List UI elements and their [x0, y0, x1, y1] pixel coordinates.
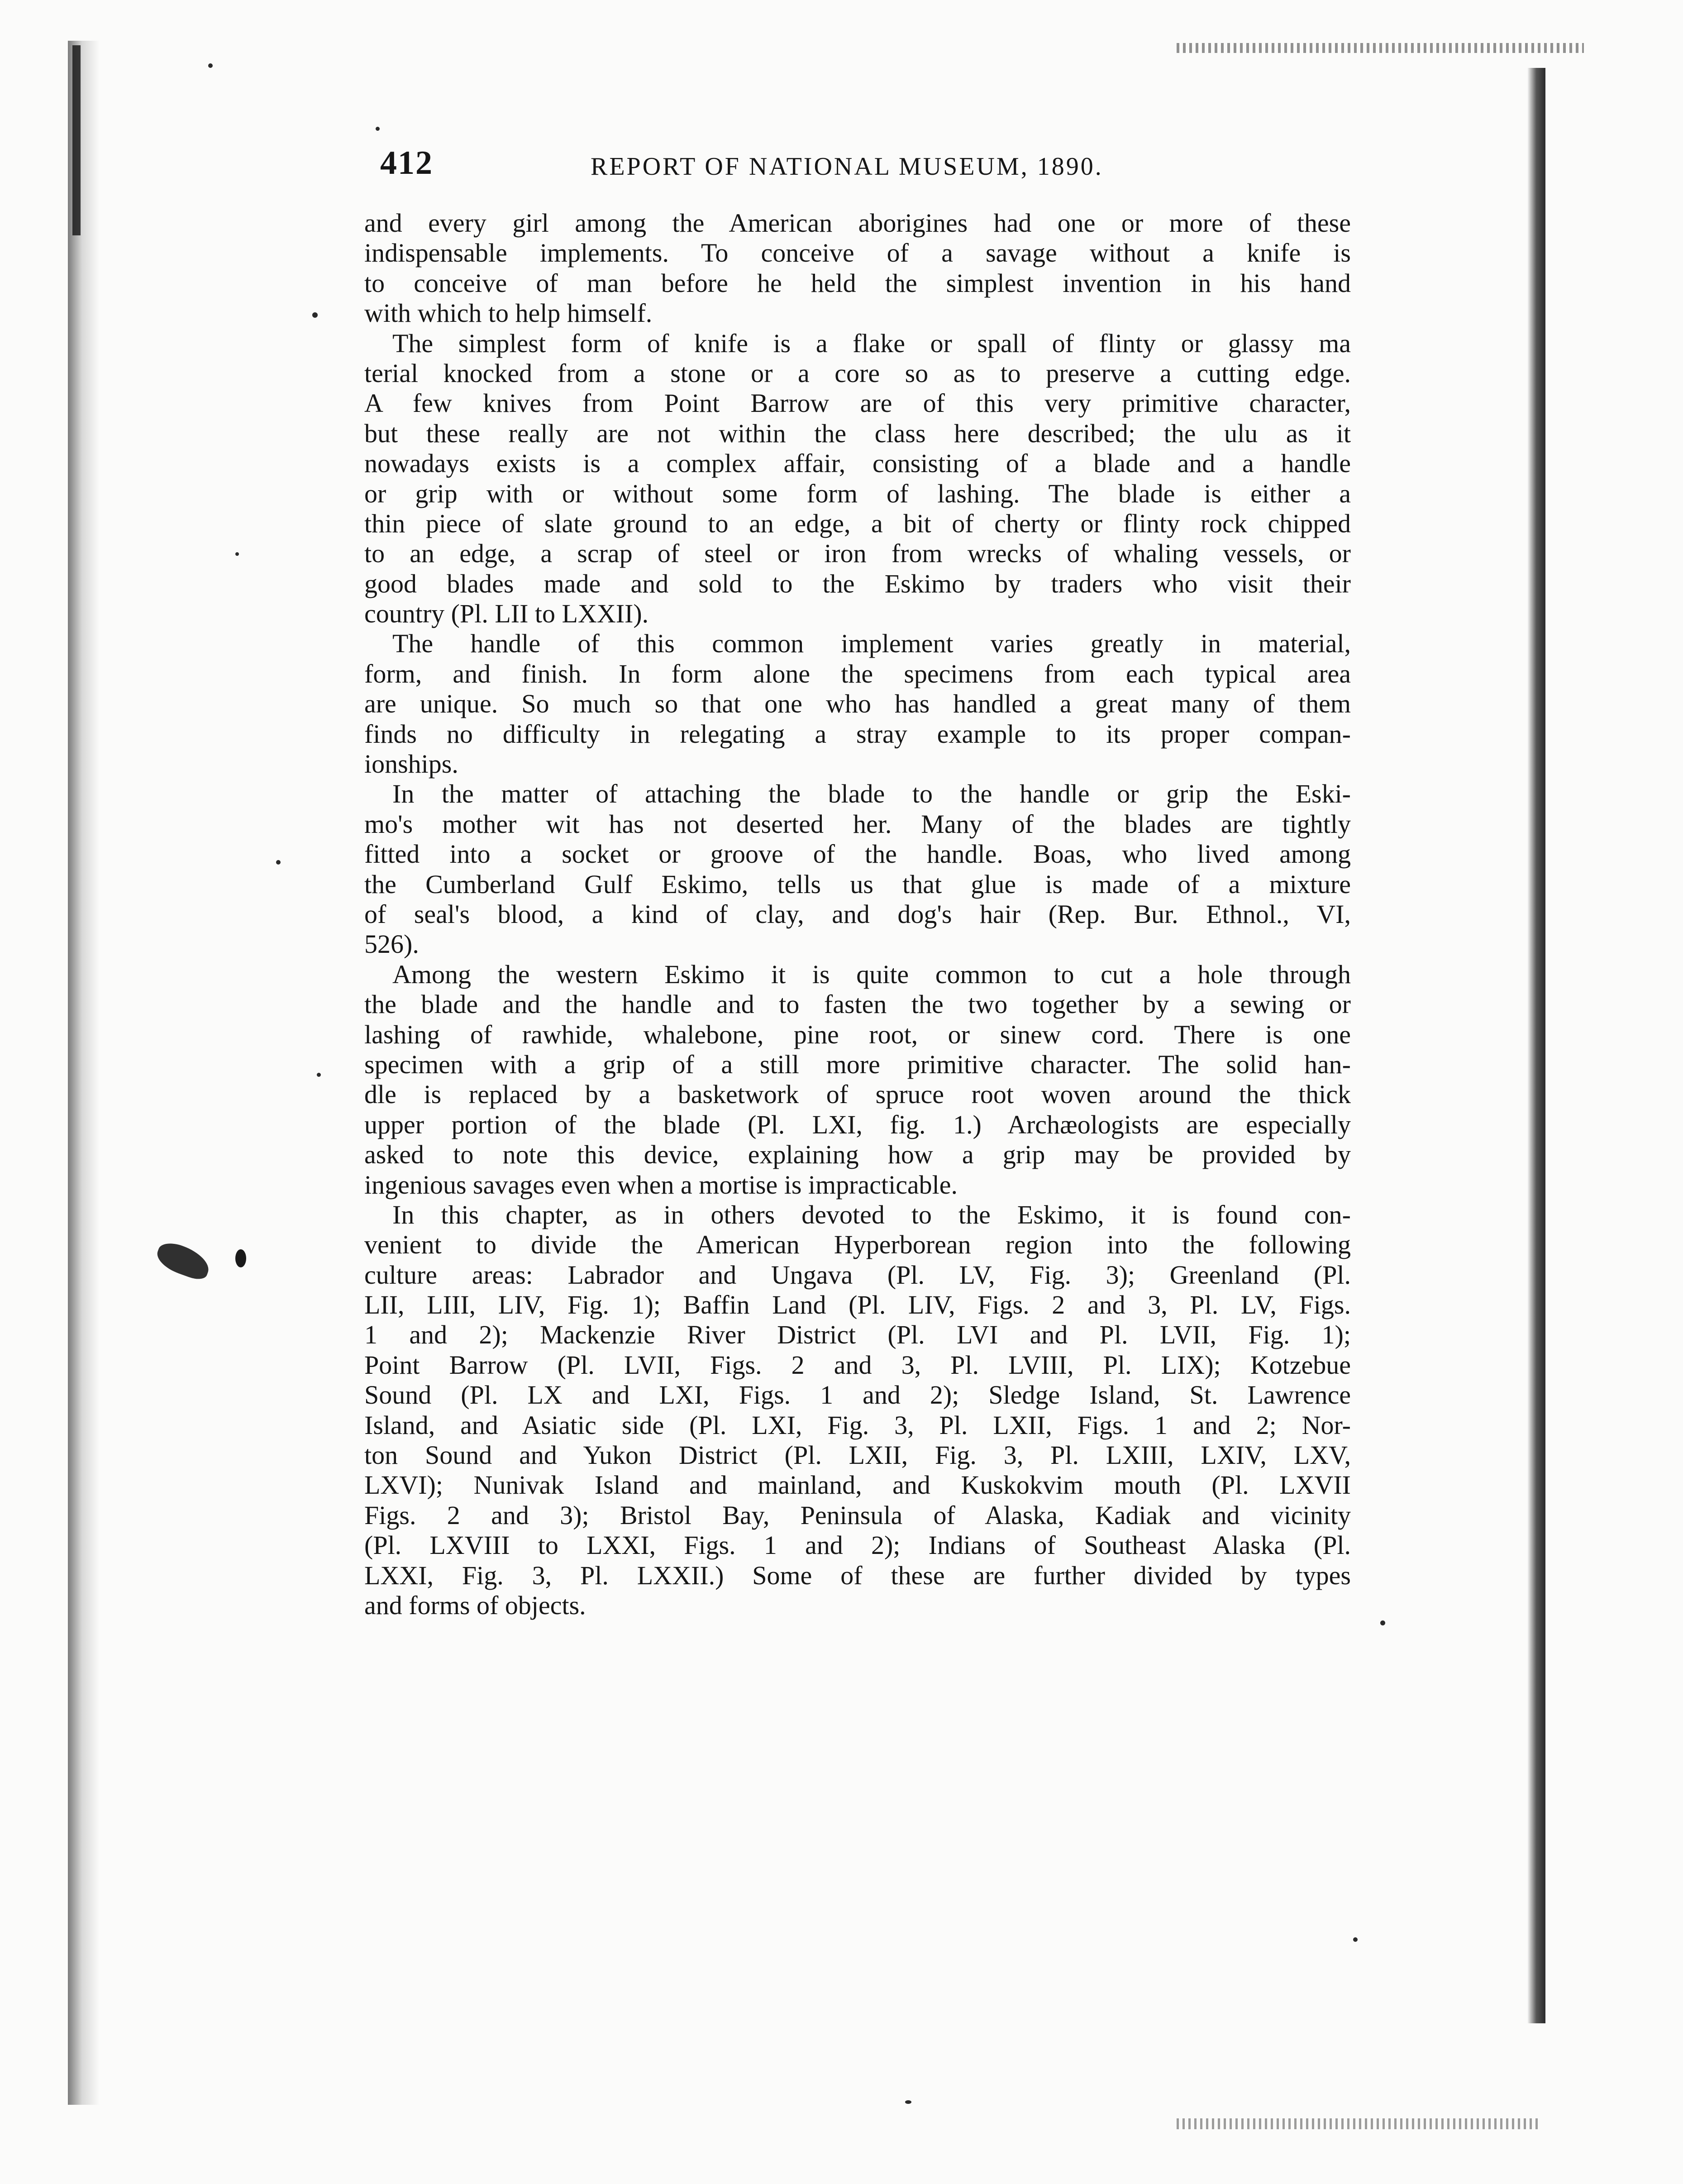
text-line: of seal's blood, a kind of clay, and dog's hair (Rep. Bur. Ethnol., VI, — [364, 899, 1351, 929]
dust-speck — [235, 552, 239, 556]
text-line: In the matter of attaching the blade to the handle or grip the Eski- — [392, 779, 1351, 809]
text-line: Among the western Eskimo it is quite common to cut a hole through — [392, 959, 1351, 989]
text-line: LXVI); Nunivak Island and mainland, and Kuskokvim mouth (Pl. LXVII — [364, 1470, 1351, 1500]
text-line: LXXI, Fig. 3, Pl. LXXII.) Some of these are further divided by types — [364, 1560, 1351, 1590]
text-line: dle is replaced by a basketwork of spruce root woven around the thick — [364, 1080, 1351, 1109]
text-line: ton Sound and Yukon District (Pl. LXII, Fig. 3, Pl. LXIII, LXIV, LXV, — [364, 1440, 1351, 1470]
scan-binding-mark — [72, 45, 81, 235]
paragraph — [364, 329, 1351, 629]
text-line: fitted into a socket or groove of the handle. Boas, who lived among — [364, 839, 1351, 869]
text-line: Figs. 2 and 3); Bristol Bay, Peninsula of Alaska, Kadiak and vicinity — [364, 1500, 1351, 1530]
page-number: 412 — [380, 144, 433, 182]
ink-smudge — [153, 1238, 213, 1282]
dust-speck — [276, 860, 281, 865]
text-line: and forms of objects. — [364, 1590, 586, 1620]
text-line: form, and finish. In form alone the specimens from each typical area — [364, 659, 1351, 688]
text-line: LII, LIII, LIV, Fig. 1); Baffin Land (Pl. LIV, Figs. 2 and 3, Pl. LV, Figs. — [364, 1290, 1351, 1320]
text-line: and every girl among the American aborigines had one or more of these — [364, 208, 1351, 238]
text-line: In this chapter, as in others devoted to the Eskimo, it is found con- — [392, 1200, 1351, 1229]
text-line: mo's mother wit has not deserted her. Many of the blades are tightly — [364, 809, 1351, 839]
paragraph — [364, 629, 1351, 779]
text-line: 1 and 2); Mackenzie River District (Pl. LVI and Pl. LVII, Fig. 1); — [364, 1320, 1351, 1350]
text-line: A few knives from Point Barrow are of this very primitive character, — [364, 388, 1351, 418]
text-line: specimen with a grip of a still more primitive character. The solid han- — [364, 1049, 1351, 1079]
text-line: to conceive of man before he held the simplest invention in his hand — [364, 268, 1351, 298]
text-line: lashing of rawhide, whalebone, pine root, or sinew cord. There is one — [364, 1019, 1351, 1049]
scan-noise-top — [1177, 43, 1584, 53]
paragraph — [364, 960, 1351, 1200]
text-line: (Pl. LXVIII to LXXI, Figs. 1 and 2); Indians of Southeast Alaska (Pl. — [364, 1530, 1351, 1560]
text-line: venient to divide the American Hyperborean region into the following — [364, 1230, 1351, 1260]
text-line: The handle of this common implement varies greatly in material, — [392, 629, 1351, 659]
paragraph — [364, 779, 1351, 959]
text-line: country (Pl. LII to LXXII). — [364, 599, 649, 629]
text-line: are unique. So much so that one who has handled a great many of them — [364, 689, 1351, 719]
text-line: the Cumberland Gulf Eskimo, tells us that glue is made of a mixture — [364, 869, 1351, 899]
body-text — [364, 208, 1351, 1620]
text-line: ingenious savages even when a mortise is impracticable. — [364, 1170, 958, 1200]
text-line: to an edge, a scrap of steel or iron from wrecks of whaling vessels, or — [364, 539, 1351, 569]
text-line: terial knocked from a stone or a core so as to preserve a cutting edge. — [364, 358, 1351, 388]
paragraph — [364, 1200, 1351, 1620]
dust-speck — [376, 127, 380, 131]
text-line: The simplest form of knife is a flake or spall of flinty or glassy ma — [392, 328, 1351, 358]
text-line: the blade and the handle and to fasten the two together by a sewing or — [364, 989, 1351, 1019]
text-line: good blades made and sold to the Eskimo by traders who visit their — [364, 569, 1351, 598]
dust-speck — [1380, 1620, 1385, 1625]
text-line: finds no difficulty in relegating a stray example to its proper compan- — [364, 719, 1351, 749]
text-line: asked to note this device, explaining how a grip may be provided by — [364, 1140, 1351, 1170]
text-line: Point Barrow (Pl. LVII, Figs. 2 and 3, Pl. LVIII, Pl. LIX); Kotzebue — [364, 1350, 1351, 1380]
ink-speck — [235, 1249, 246, 1267]
text-line: with which to help himself. — [364, 298, 653, 328]
text-line: but these really are not within the class here described; the ulu as it — [364, 418, 1351, 448]
text-line: indispensable implements. To conceive of a savage without a knife is — [364, 238, 1351, 268]
text-line: Island, and Asiatic side (Pl. LXI, Fig. 3, Pl. LXII, Figs. 1 and 2; Nor- — [364, 1410, 1351, 1440]
text-line: nowadays exists is a complex affair, consisting of a blade and a handle — [364, 449, 1351, 478]
dust-speck — [1353, 1937, 1358, 1942]
running-title: REPORT OF NATIONAL MUSEUM, 1890. — [591, 153, 1103, 181]
dust-speck — [905, 2100, 911, 2104]
text-line: or grip with or without some form of lashing. The blade is either a — [364, 478, 1351, 508]
text-line: Sound (Pl. LX and LXI, Figs. 1 and 2); Sledge Island, St. Lawrence — [364, 1380, 1351, 1410]
dust-speck — [312, 312, 318, 318]
text-line: thin piece of slate ground to an edge, a bit of cherty or flinty rock chipped — [364, 508, 1351, 538]
scan-edge-shadow-left — [68, 41, 100, 2105]
text-line: culture areas: Labrador and Ungava (Pl. LV, Fig. 3); Greenland (Pl. — [364, 1260, 1351, 1290]
dust-speck — [208, 63, 213, 68]
text-line: 526). — [364, 929, 419, 959]
paragraph — [364, 208, 1351, 329]
dust-speck — [317, 1073, 321, 1077]
running-head — [380, 144, 1330, 194]
scan-edge-shadow-right — [1527, 68, 1545, 2023]
text-line: ionships. — [364, 749, 458, 779]
text-line: upper portion of the blade (Pl. LXI, fig. 1.) Archæologists are especially — [364, 1109, 1351, 1139]
scan-noise-bottom — [1177, 2118, 1539, 2129]
